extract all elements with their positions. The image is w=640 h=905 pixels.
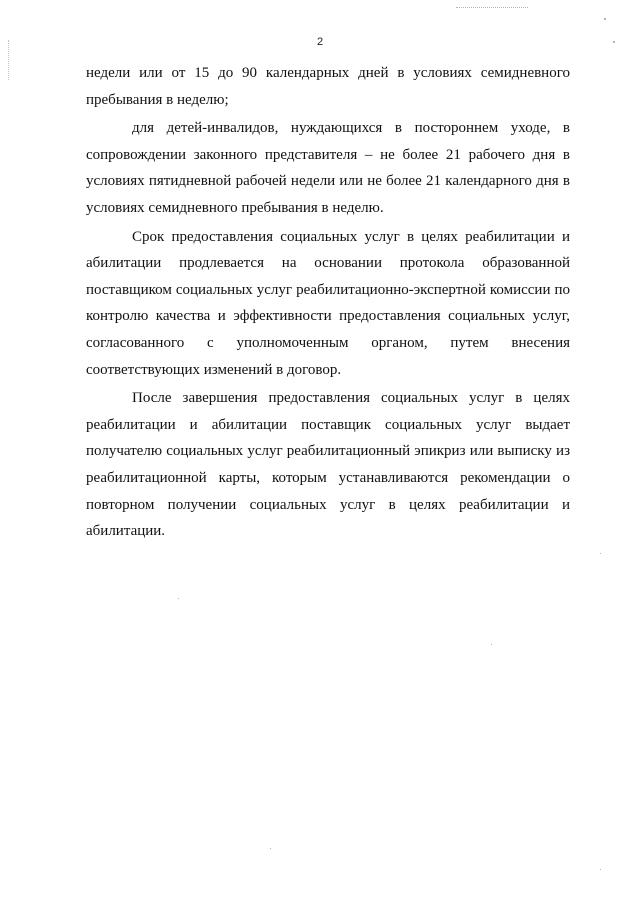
- scan-artifact-dot: [600, 869, 601, 870]
- paragraph-continuation: недели или от 15 до 90 календарных дней в условиях семидневного пребывания в неделю;: [86, 65, 570, 108]
- scan-artifact-top: [456, 7, 528, 8]
- paragraph-completion: После завершения предоставления социальных услуг в целях реабилитации и абилитации поставщик социальных услуг выдает получателю социальных услуг реабилитационный эпикриз или выписку из реабилитационной карты, которым устанавливаются рекомендации о повторном получении социальных услуг в целях реабилитации и абилитации.: [86, 390, 570, 540]
- page-number: 2: [316, 36, 324, 48]
- scan-artifact-dot: [270, 848, 271, 849]
- scan-artifact-dot: [600, 553, 601, 554]
- paragraph-extension-term: Срок предоставления социальных услуг в целях реабилитации и абилитации продлевается на основании протокола образованной поставщиком социальных услуг реабилитационно-экспертной комиссии по контролю качества и эффективности предоставления социальных услуг, согласованного с уполномоченным органом, путем внесения соответствующих изменений в договор.: [86, 228, 570, 378]
- scan-artifact-dot: [491, 644, 492, 645]
- paragraph-disabled-children: для детей-инвалидов, нуждающихся в постороннем уходе, в сопровождении законного представителя – не более 21 рабочего дня в условиях пятидневной рабочей недели или не более 21 календарного дня в условиях семидневного пребывания в неделю.: [86, 120, 570, 216]
- document-body: [86, 60, 570, 545]
- scan-artifact-dot: [604, 18, 606, 20]
- scan-artifact-dot: [178, 598, 179, 599]
